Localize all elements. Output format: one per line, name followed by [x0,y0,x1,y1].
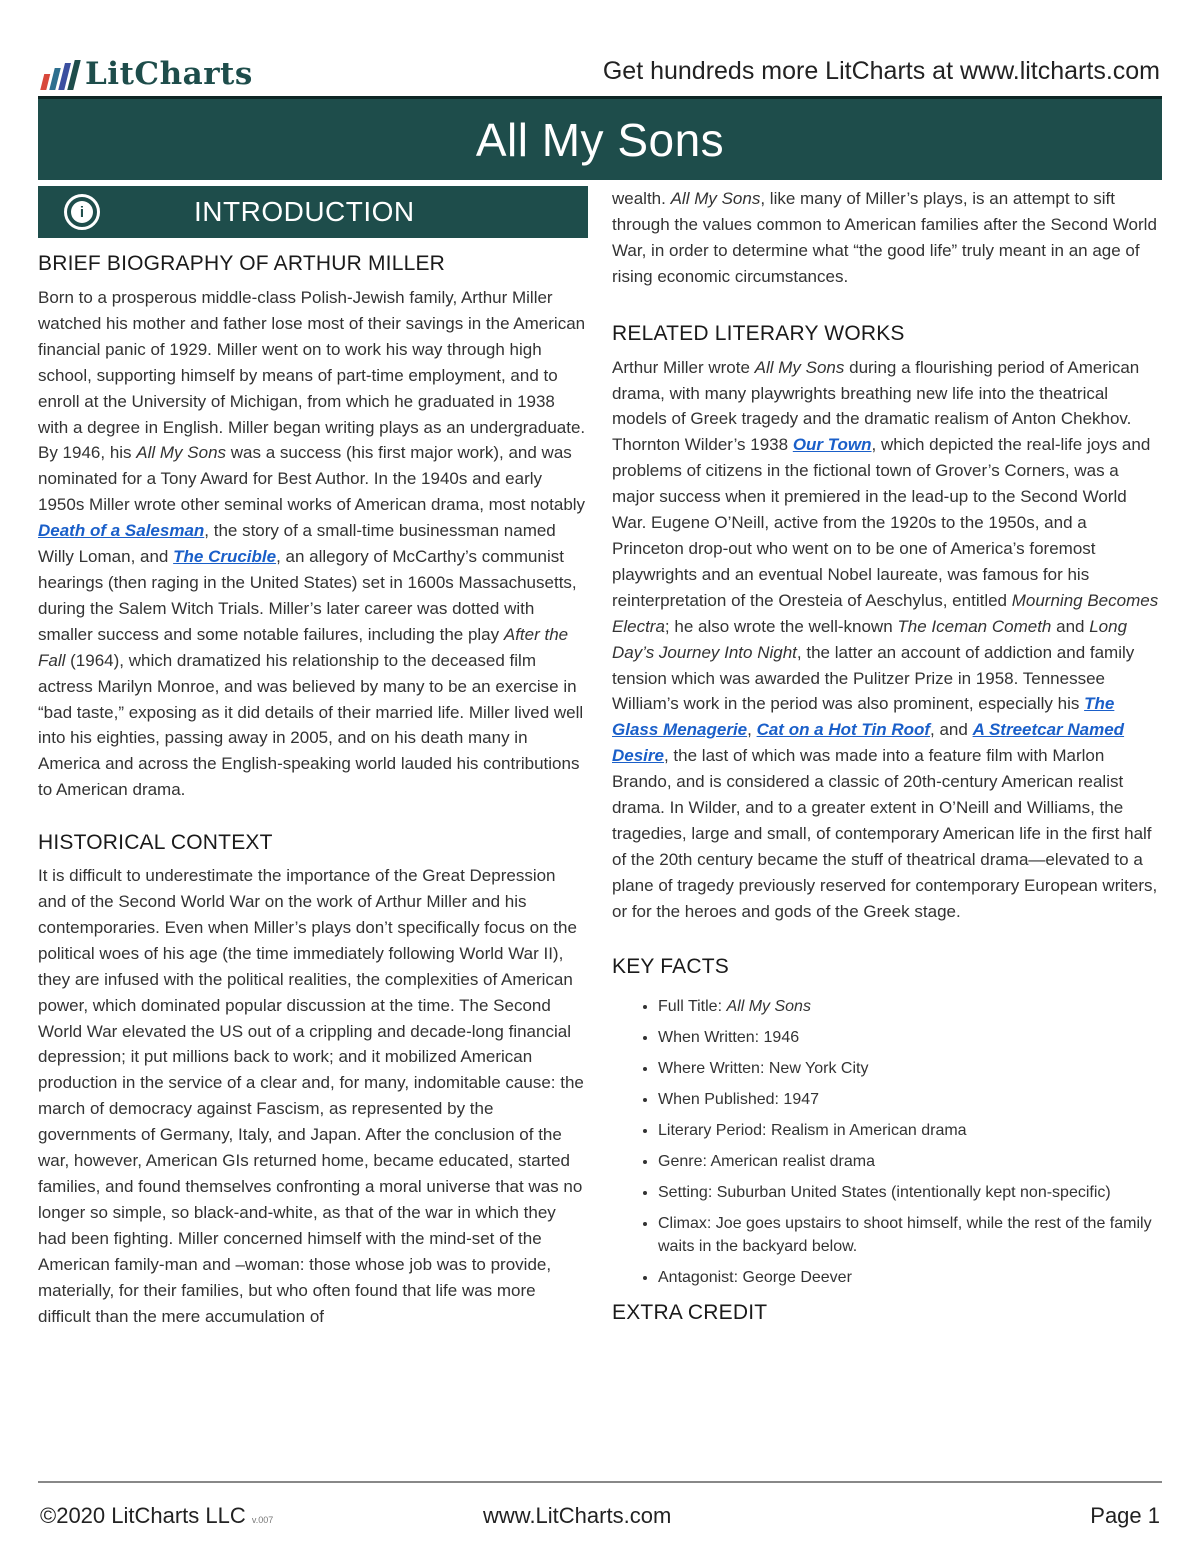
key-fact-value: George Deever [742,1268,852,1286]
related-works-text: Arthur Miller wrote All My Sons during a flourishing period of American drama, with many playwrights breathing new life into the theatrical models of Greek tragedy and the dramatic realism of Anton Chekhov. Thornton Wilder’s 1938 Our Town, which depicted the real-life joys and problems of citizens in the fictional town of Grover’s Corners, was a major success when it premiered in the lead-up to the Second World War. Eugene O’Neill, active from the 1920s to the 1950s, and a Princeton drop-out who went on to be one of America’s foremost playwrights and an eventual Nobel laureate, was famous for his reinterpretation of the Oresteia of Aeschylus, entitled Mourning Becomes Electra; he also wrote the well-known The Iceman Cometh and Long Day’s Journey Into Night, the latter an account of addiction and family tension which was awarded the Pulitzer Prize in 1958. Tennessee William’s work in the period was also prominent, especially his The Glass Menagerie, Cat on a Hot Tin Roof, and A Streetcar Named Desire, the last of which was made into a feature film with Marlon Brando, and is considered a classic of 20th-century American realist drama. In Wilder, and to a greater extent in O’Neill and Williams, the tragedies, large and small, of contemporary American life in the first half of the 20th century became the stuff of theatrical drama—elevated to a plane of tragedy previously reserved for contemporary European writers, or for the heroes and gods of the Greek stage. [612,357,1159,921]
key-fact-label: Genre: [658,1152,707,1170]
historical-context-continued: wealth. All My Sons, like many of Miller’s plays, is an attempt to sift through the values common to American families after the Second World War, in order to determine what “the good life” truly meant in an age of rising economic circumstances. [612,189,1157,286]
right-column [612,186,1162,1325]
biography-heading: BRIEF BIOGRAPHY OF ARTHUR MILLER [38,252,446,275]
key-fact-label: When Written: [658,1028,760,1046]
key-fact-label: Antagonist: [658,1268,739,1286]
section-title: INTRODUCTION [194,196,415,227]
key-fact-label: Setting: [658,1183,713,1201]
logo-bars-icon [40,60,80,90]
page-number: Page 1 [1090,1503,1160,1528]
left-column [38,186,588,1329]
biography-text: Born to a prosperous middle-class Polish-Jewish family, Arthur Miller watched his mother and father lose most of their savings in the American financial panic of 1929. Miller went on to work his way through high school, supporting himself by means of part-time employment, and to enroll at the University of Michigan, from which he graduated in 1938 with a degree in English. Miller began writing plays as an undergraduate. By 1946, his All My Sons was a success (his first major work), and was nominated for a Tony Award for Best Author. In the 1940s and early 1950s Miller wrote other seminal works of American drama, most notably Death of a Salesman, the story of a small-time businessman named Willy Loman, and The Crucible, an allegory of McCarthy’s communist hearings (then raging in the United States) set in 1600s Massachusetts, during the Salem Witch Trials. Miller’s later career was dotted with smaller success and some notable failures, including the play After the Fall (1964), which dramatized his relationship to the deceased film actress Marilyn Monroe, and was believed by many to be an exercise in “bad taste,” exposing as it did details of their married life. Miller lived well into his eighties, passing away in 2005, and on his death many in America and across the English-speaking world lauded his contributions to American drama. [38,288,586,800]
death-of-a-salesman-link[interactable]: Death of a Salesman [38,521,205,541]
historical-context-text: It is difficult to underestimate the importance of the Great Depression and of the Second World War on the work of Arthur Miller and his contemporaries. Even when Miller’s plays don’t specifically focus on the political woes of his age (the time immediately following World War II), they are infused with the political realities, the complexities of American power, which dominated popular discussion at the time. The Second World War elevated the US out of a crippling and decade-long financial depression; it put millions back to work; and it mobilized American production in the service of a clear and, for many, indomitable cause: the march of democracy against Fascism, as represented by the governments of Germany, Italy, and Japan. After the conclusion of the war, however, American GIs returned home, became educated, started families, and found themselves confronting a moral universe that was no longer so simple, so black-and-white, as that of the war in which they had been fighting. Miller concerned himself with the mind-set of the American family-man and –woman: those whose job was to provide, materially, for their families, but who often found that life was more difficult than the mere accumulation of [38,866,584,1326]
key-fact-item [658,1088,1162,1111]
key-fact-value: Realism in American drama [770,1121,967,1139]
title-banner [38,96,1162,180]
key-fact-item [658,1181,1162,1204]
version-label: v.007 [251,1515,274,1525]
footer-divider [38,1481,1162,1483]
key-fact-value: Joe goes upstairs to shoot himself, while the rest of the family waits in the backyard below. [658,1214,1152,1255]
key-fact-value: New York City [768,1059,869,1077]
key-fact-item [658,1212,1162,1258]
key-facts-list [612,995,1162,1289]
key-fact-label: Literary Period: [658,1121,767,1139]
logo-text: LitCharts [85,56,253,92]
footer-copyright: ©2020 LitCharts LLC v.007 [40,1503,274,1528]
page-title: All My Sons [475,113,725,166]
extra-credit-heading: EXTRA CREDIT [612,1300,768,1324]
introduction-section-bar [38,186,588,238]
key-fact-item [658,1026,1162,1049]
streetcar-named-desire-link[interactable]: A Streetcar Named Desire [612,720,1125,766]
footer-site-link[interactable]: www.LitCharts.com [483,1503,672,1528]
info-circle-icon: i [64,194,100,230]
key-fact-item [658,995,1162,1018]
key-fact-value: Suburban United States (intentionally kept non-specific) [716,1183,1111,1201]
key-fact-label: Climax: [658,1214,712,1232]
key-fact-label: Where Written: [658,1059,765,1077]
key-fact-item [658,1266,1162,1289]
key-fact-label: When Published: [658,1090,779,1108]
related-works-heading: RELATED LITERARY WORKS [612,321,905,345]
glass-menagerie-link[interactable]: The Glass Menagerie [612,694,1115,740]
key-fact-value: 1946 [763,1028,800,1046]
header-tagline: Get hundreds more LitCharts at www.litcharts.com [602,57,1160,85]
our-town-link[interactable]: Our Town [792,435,872,455]
key-fact-value: 1947 [783,1090,820,1108]
key-fact-value: All My Sons [726,997,811,1015]
key-fact-item [658,1057,1162,1080]
key-facts-heading: KEY FACTS [612,954,729,978]
litcharts-logo[interactable] [44,52,253,90]
key-fact-value: American realist drama [710,1152,875,1170]
key-fact-item [658,1119,1162,1142]
cat-on-a-hot-tin-roof-link[interactable]: Cat on a Hot Tin Roof [756,720,931,740]
the-crucible-link[interactable]: The Crucible [173,547,277,567]
historical-context-heading: HISTORICAL CONTEXT [38,831,273,855]
key-fact-item [658,1150,1162,1173]
key-fact-label: Full Title: [658,997,723,1015]
